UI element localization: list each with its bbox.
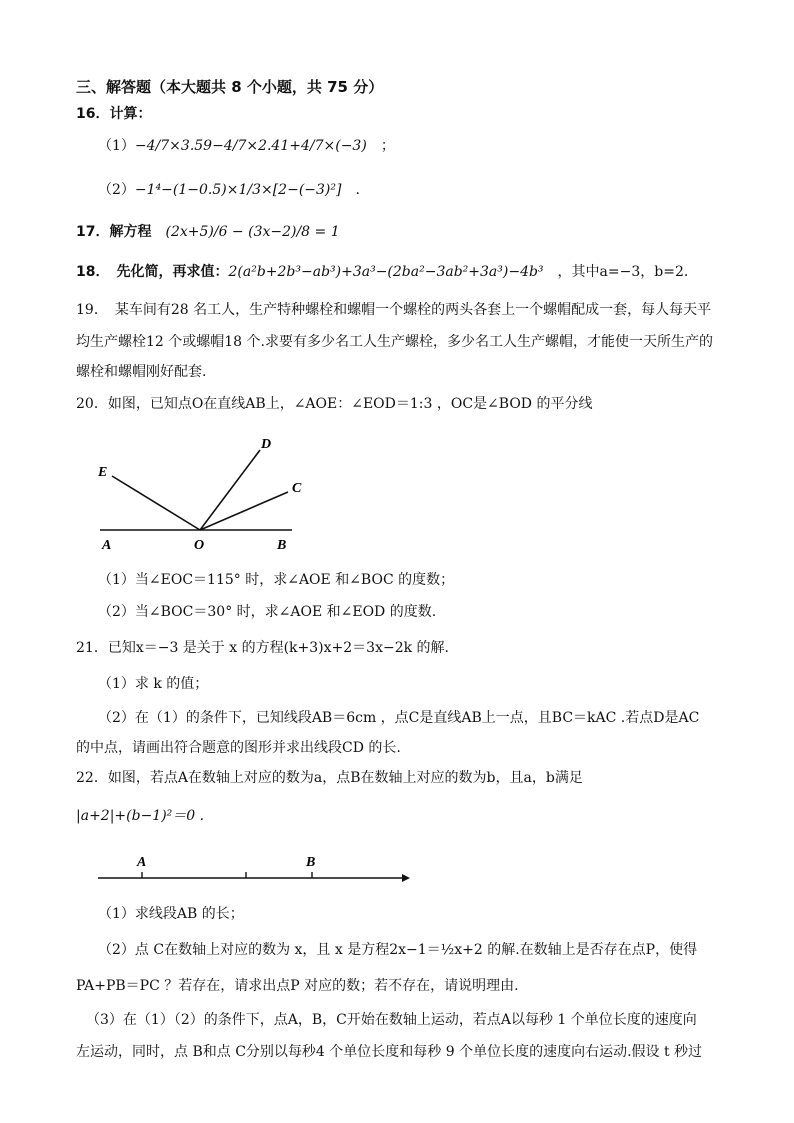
point-label-e: E — [98, 465, 108, 480]
q19-line3: 螺栓和螺帽刚好配套. — [76, 364, 207, 380]
q16-part1: （1）−4/7×3.59−4/7×2.41+4/7×(−3) ； — [98, 138, 395, 154]
q17: 17．解方程 (2x+5)/6 − (3x−2)/8 = 1 — [76, 224, 340, 240]
q22-part3-line2: 左运动，同时，点 B和点 C分别以每秒4 个单位长度和每秒 9 个单位长度的速度向右运动.假设 t 秒过 — [76, 1044, 703, 1060]
q16-label: 16．计算： — [76, 106, 152, 122]
q20-angle-diagram — [96, 428, 306, 554]
point-label-b: B — [277, 538, 287, 553]
q21-stem: 21．已知x＝−3 是关于 x 的方程(k+3)x+2＝3x−2k 的解. — [76, 640, 449, 656]
q22-condition: |a+2|+(b−1)²＝0 . — [76, 808, 205, 824]
q20-part2: （2）当∠BOC＝30° 时，求∠AOE 和∠EOD 的度数. — [98, 604, 437, 620]
q18-expression: 2(a²b+2b³−ab³)+3a³−(2ba²−3ab²+3a³)−4b³ — [228, 264, 544, 280]
point-label-c: C — [292, 481, 302, 496]
axis-label-b: B — [306, 855, 316, 870]
axis-label-a: A — [137, 855, 147, 870]
q16-part1-expression: −4/7×3.59−4/7×2.41+4/7×(−3) — [134, 138, 367, 154]
q21-part1: （1）求 k 的值； — [98, 676, 209, 692]
ray-oe — [112, 476, 200, 530]
q17-equation: (2x+5)/6 − (3x−2)/8 = 1 — [165, 224, 340, 240]
section-title: 三、解答题（本大题共 8 个小题，共 75 分） — [76, 78, 384, 96]
q19-line1: 19． 某车间有28 名工人，生产特种螺栓和螺帽一个螺栓的两头各套上一个螺帽配成一套，每人每天平 — [76, 302, 712, 318]
q20-stem: 20．如图，已知点O在直线AB上，∠AOE：∠EOD＝1:3 ，OC是∠BOD 的平分线 — [76, 396, 593, 412]
axis-arrow-icon — [402, 874, 410, 882]
q22-part1: （1）求线段AB 的长； — [98, 906, 244, 922]
point-label-a: A — [102, 538, 112, 553]
q22-part3-line1: （3）在（1）（2）的条件下，点A，B，C开始在数轴上运动，若点A以每秒 1 个单位长度的速度向 — [86, 1012, 697, 1028]
q16-part2-expression: −1⁴−(1−0.5)×1/3×[2−(−3)²] — [134, 182, 342, 198]
ray-oc — [200, 492, 288, 530]
point-label-d: D — [261, 437, 272, 452]
q22-part2-line1: （2）点 C在数轴上对应的数为 x，且 x 是方程2x−1＝½x+2 的解.在数轴上是否存在点P，使得 — [98, 942, 698, 958]
q22-part2-line2: PA+PB＝PC ？若存在，请求出点P 对应的数；若不存在，请说明理由. — [76, 978, 519, 994]
point-label-o: O — [194, 538, 205, 553]
q22-stem: 22．如图，若点A在数轴上对应的数为a，点B在数轴上对应的数为b，且a，b满足 — [76, 770, 583, 786]
q21-part2-line2: 的中点，请画出符合题意的图形并求出线段CD 的长. — [76, 740, 401, 756]
q22-number-line — [96, 846, 412, 888]
ray-od — [200, 450, 260, 530]
q19-line2: 均生产螺栓12 个或螺帽18 个.求要有多少名工人生产螺栓，多少名工人生产螺帽，才能使一天所生产的 — [76, 334, 713, 350]
q16-part2: （2）−1⁴−(1−0.5)×1/3×[2−(−3)²] . — [98, 182, 360, 198]
q21-part2-line1: （2）在（1）的条件下，已知线段AB＝6cm ，点C是直线AB上一点，且BC＝kAC .若点D是AC — [98, 710, 700, 726]
q18: 18． 先化简，再求值：2(a²b+2b³−ab³)+3a³−(2ba²−3ab²+3a³)−4b³ ，其中a=−3，b=2. — [76, 264, 689, 280]
q20-part1: （1）当∠EOC＝115° 时，求∠AOE 和∠BOC 的度数； — [98, 572, 455, 588]
